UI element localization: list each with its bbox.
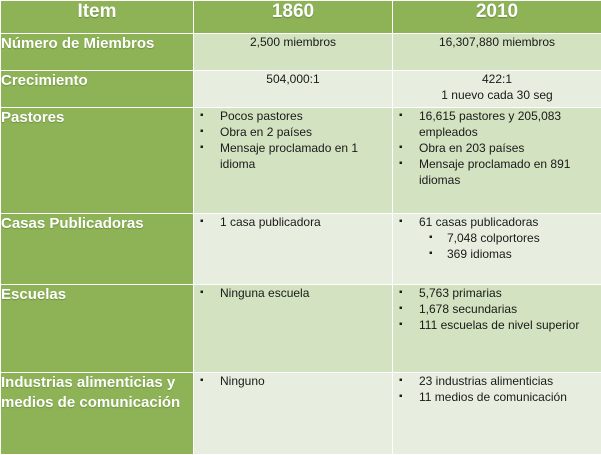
- growth-rate: 1 nuevo cada 30 seg: [441, 88, 553, 102]
- list-item: ▪ 61 casas publicadoras: [393, 214, 601, 230]
- list-item: ▪ 16,615 pastores y 205,083 empleados: [393, 108, 601, 140]
- cell-1860: 504,000:1: [194, 71, 393, 108]
- row-label: Número de Miembros: [1, 34, 194, 71]
- cell-2010: 16,307,880 miembros: [393, 34, 601, 71]
- header-row: [1, 1, 601, 34]
- cell-2010: [393, 71, 601, 108]
- list-item: ▪ Mensaje proclamado en 1 idioma: [194, 140, 392, 172]
- list-item: ▪ 23 industrias alimenticias: [393, 373, 601, 389]
- growth-ratio: 422:1: [481, 72, 513, 86]
- cell-2010: [393, 285, 601, 373]
- table-row-escuelas: [1, 285, 601, 373]
- list-item: ▪ Pocos pastores: [194, 108, 392, 124]
- list-item: ▪ Obra en 2 países: [194, 124, 392, 140]
- list-item: ▪ Ninguna escuela: [194, 285, 392, 301]
- header-item: Item: [1, 1, 194, 34]
- cell-1860: [194, 108, 393, 214]
- cell-2010: [393, 214, 601, 285]
- cell-1860: 2,500 miembros: [194, 34, 393, 71]
- row-label: Casas Publicadoras: [1, 214, 194, 285]
- list-item: ▪ 1 casa publicadora: [194, 214, 392, 230]
- list-item: ▪ 5,763 primarias: [393, 285, 601, 301]
- table-row-miembros: [1, 34, 601, 71]
- list-item: ▪ Mensaje proclamado en 891 idiomas: [393, 156, 601, 188]
- cell-2010: [393, 373, 601, 455]
- table-row-casas-publicadoras: [1, 214, 601, 285]
- table-row-crecimiento: [1, 71, 601, 108]
- table-row-industrias: [1, 373, 601, 455]
- header-1860: 1860: [194, 1, 393, 34]
- row-label: Pastores: [1, 108, 194, 214]
- row-label: Crecimiento: [1, 71, 194, 108]
- list-item: ▪ Obra en 203 países: [393, 140, 601, 156]
- row-label: Industrias alimenticias y medios de comunicación: [1, 373, 194, 455]
- table-row-pastores: [1, 108, 601, 214]
- sub-list-item: ▪ 7,048 colportores: [393, 230, 601, 246]
- list-item: ▪ 1,678 secundarias: [393, 301, 601, 317]
- sub-list-item: ▪ 369 idiomas: [393, 246, 601, 262]
- cell-1860: [194, 285, 393, 373]
- list-item: ▪ 111 escuelas de nivel superior: [393, 317, 601, 333]
- row-label: Escuelas: [1, 285, 194, 373]
- cell-1860: [194, 214, 393, 285]
- cell-2010: [393, 108, 601, 214]
- header-2010: 2010: [393, 1, 601, 34]
- list-item: ▪ 11 medios de comunicación: [393, 389, 601, 405]
- cell-1860: [194, 373, 393, 455]
- list-item: ▪ Ninguno: [194, 373, 392, 389]
